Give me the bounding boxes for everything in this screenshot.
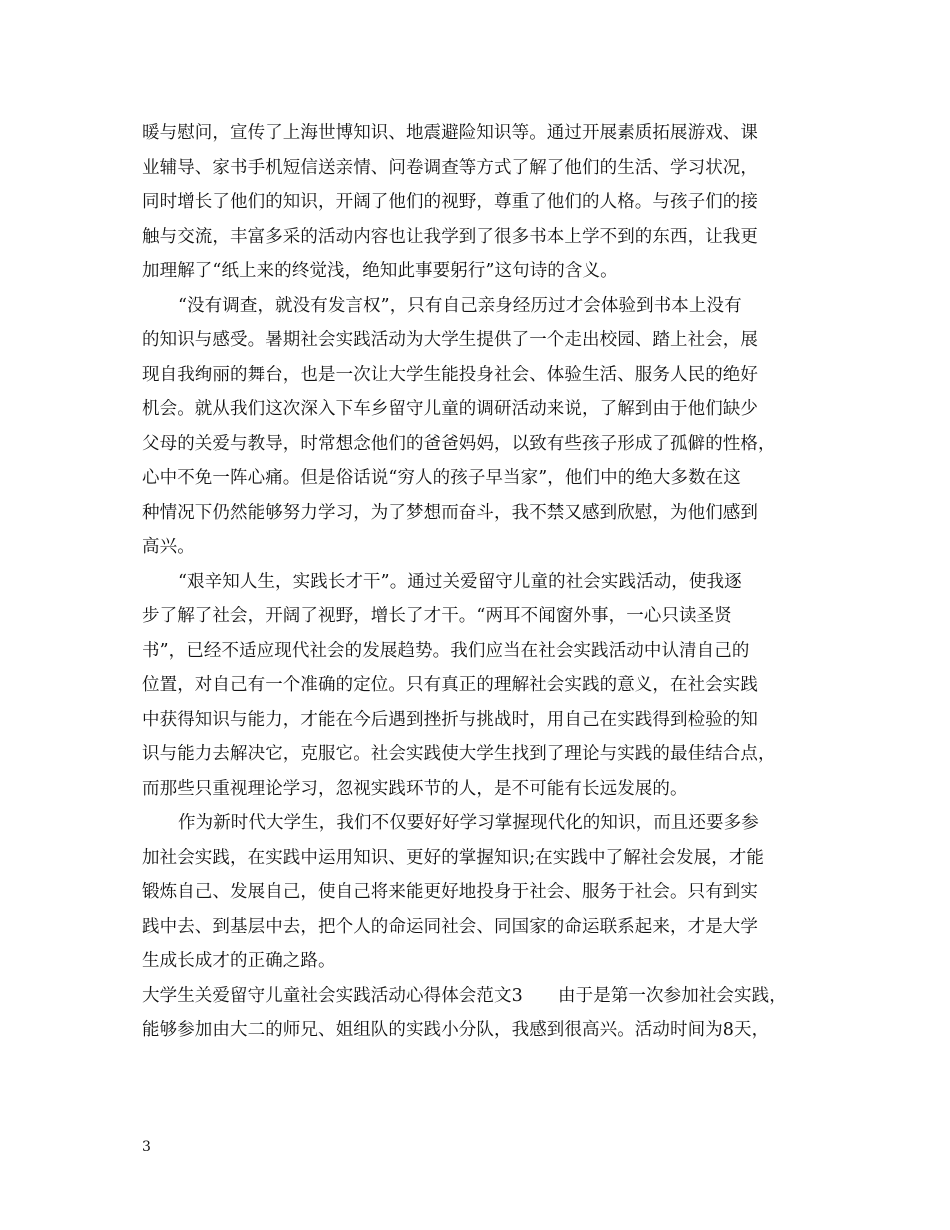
text-line: 步了解了社会，开阔了视野，增长了才干。“两耳不闻窗外事，一心只读圣贤: [142, 606, 732, 626]
text-line: 锻炼自己、发展自己，使自己将来能更好地投身于社会、服务于社会。只有到实: [142, 882, 758, 902]
text-line: 作为新时代大学生，我们不仅要好好学习掌握现代化的知识，而且还要多参: [178, 813, 759, 833]
text-line: 的知识与感受。暑期社会实践活动为大学生提供了一个走出校园、踏上社会，展: [142, 330, 758, 350]
text-line: 践中去、到基层中去，把个人的命运同社会、同国家的命运联系起来，才是大学: [142, 916, 758, 937]
text-line: “艰辛知人生，实践长才干”。通过关爱留守儿童的社会实践活动，使我逐: [178, 571, 742, 592]
text-line: 同时增长了他们的知识，开阔了他们的视野，尊重了他们的人格。与孩子们的接: [142, 192, 758, 212]
text-line: 书”，已经不适应现代社会的发展趋势。我们应当在社会实践活动中认清自己的: [142, 640, 750, 661]
text-line: 生成长成才的正确之路。: [142, 951, 336, 971]
page-number: 3: [142, 1139, 151, 1155]
text-line: 父母的关爱与教导，时常想念他们的爸爸妈妈，以致有些孩子形成了孤僻的性格，: [142, 433, 776, 454]
text-line: 种情况下仍然能够努力学习，为了梦想而奋斗，我不禁又感到欣慰，为他们感到: [142, 502, 758, 523]
text-line: 识与能力去解决它，克服它。社会实践使大学生找到了理论与实践的最佳结合点，: [142, 744, 776, 764]
text-line: 大学生关爱留守儿童社会实践活动心得体会范文3 由于是第一次参加社会实践，: [142, 985, 787, 1006]
text-line: 暖与慰问，宣传了上海世博知识、地震避险知识等。通过开展素质拓展游戏、课: [142, 123, 758, 143]
text-line: 现自我绚丽的舞台，也是一次让大学生能投身社会、体验生活、服务人民的绝好: [142, 364, 758, 385]
text-line: 能够参加由大二的师兄、姐组队的实践小分队，我感到很高兴。活动时间为8天，: [142, 1020, 770, 1040]
text-line: 心中不免一阵心痛。但是俗话说“穷人的孩子早当家”，他们中的绝大多数在这: [142, 468, 741, 488]
text-line: 加社会实践，在实践中运用知识、更好的掌握知识;在实践中了解社会发展，才能: [142, 847, 764, 868]
body-text: [142, 116, 818, 1048]
text-line: “没有调查，就没有发言权”，只有自己亲身经历过才会体验到书本上没有: [178, 295, 742, 316]
text-line: 业辅导、家书手机短信送亲情、问卷调查等方式了解了他们的生活、学习状况，: [142, 157, 758, 178]
text-line: 位置，对自己有一个准确的定位。只有真正的理解社会实践的意义，在社会实践: [142, 675, 758, 695]
text-line: 高兴。: [142, 537, 195, 557]
text-line: 机会。就从我们这次深入下车乡留守儿童的调研活动来说，了解到由于他们缺少: [142, 399, 758, 419]
text-line: 加理解了“纸上来的终觉浅，绝知此事要躬行”这句诗的含义。: [142, 261, 618, 281]
text-line: 触与交流，丰富多采的活动内容也让我学到了很多书本上学不到的东西，让我更: [142, 226, 758, 247]
text-line: 而那些只重视理论学习，忽视实践环节的人，是不可能有长远发展的。: [142, 778, 688, 799]
text-line: 中获得知识与能力，才能在今后遇到挫折与挑战时，用自己在实践得到检验的知: [142, 709, 758, 730]
